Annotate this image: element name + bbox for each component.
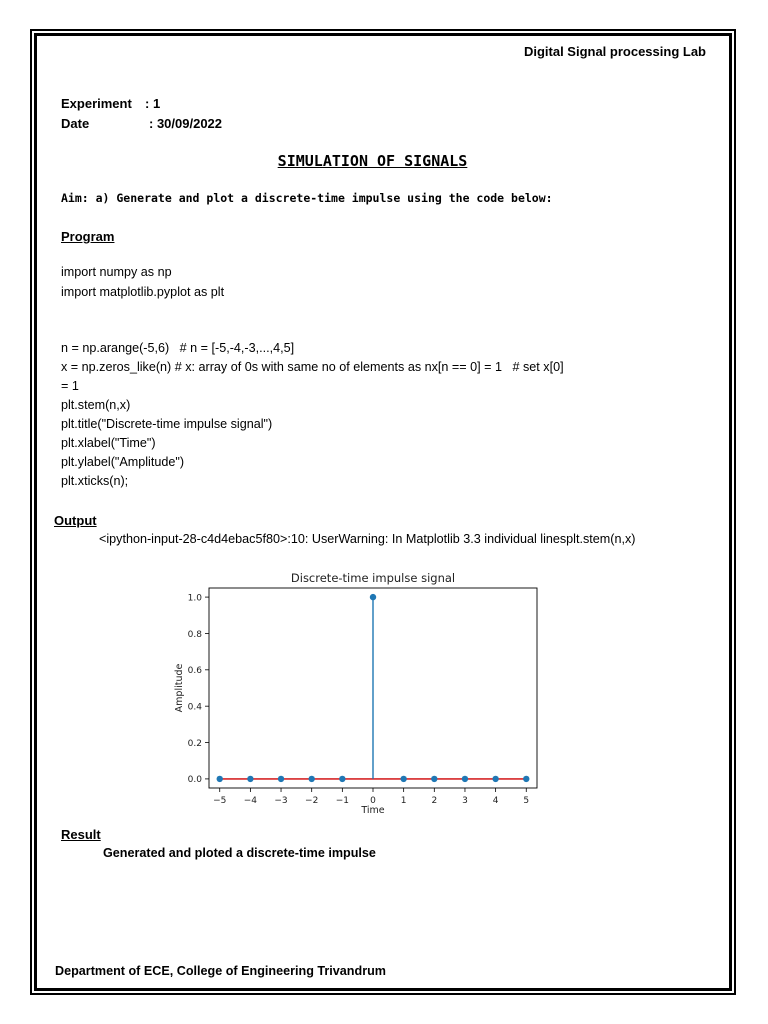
x-axis-label: Time xyxy=(361,805,385,816)
y-tick-label: 0.0 xyxy=(187,775,202,786)
code-line: = 1 xyxy=(61,379,79,393)
x-tick-label: 4 xyxy=(492,796,499,806)
code-line: import numpy as np xyxy=(61,265,172,279)
y-tick-label: 0.4 xyxy=(187,702,202,713)
stem-marker xyxy=(217,776,223,782)
x-tick-label: 2 xyxy=(431,796,438,806)
program-heading: Program xyxy=(61,229,115,244)
x-tick-label: −2 xyxy=(305,796,319,806)
x-tick-label: 5 xyxy=(523,796,530,806)
result-text: Generated and ploted a discrete-time impulse xyxy=(103,846,376,860)
stem-marker xyxy=(308,776,314,782)
aim-text: Aim: a) Generate and plot a discrete-time impulse using the code below: xyxy=(61,191,553,205)
lab-title: Digital Signal processing Lab xyxy=(523,44,706,59)
code-line: plt.ylabel("Amplitude") xyxy=(61,455,185,469)
stem-marker xyxy=(462,776,468,782)
page-title: SIMULATION OF SIGNALS xyxy=(277,152,468,170)
code-line: import matplotlib.pyplot as plt xyxy=(61,285,225,299)
y-tick-label: 1.0 xyxy=(187,593,202,604)
result-heading: Result xyxy=(61,827,101,842)
date-label: Date xyxy=(61,116,90,131)
x-tick-label: 1 xyxy=(400,796,407,806)
experiment-label: Experiment xyxy=(61,96,132,111)
x-tick-label: −5 xyxy=(213,796,227,806)
experiment-value: : 1 xyxy=(145,96,161,111)
x-tick-label: 0 xyxy=(370,796,376,806)
warning-text: <ipython-input-28-c4d4ebac5f80>:10: UserWarning: In Matplotlib 3.3 individual linesplt.stem(n,x) xyxy=(99,532,636,546)
stem-marker xyxy=(370,594,376,600)
stem-marker xyxy=(247,776,253,782)
y-tick-label: 0.6 xyxy=(187,666,202,677)
chart-background xyxy=(168,566,544,822)
code-line: plt.stem(n,x) xyxy=(61,398,131,412)
y-axis-label: Amplitude xyxy=(174,663,185,713)
stem-marker xyxy=(278,776,284,782)
code-line: plt.title("Discrete-time impulse signal") xyxy=(61,417,273,431)
impulse-chart xyxy=(168,566,544,822)
stem-marker xyxy=(431,776,437,782)
y-tick-label: 0.8 xyxy=(187,629,202,640)
y-tick-label: 0.2 xyxy=(187,738,202,749)
date-value: : 30/09/2022 xyxy=(149,116,223,131)
chart-title: Discrete-time impulse signal xyxy=(290,571,456,585)
stem-marker xyxy=(400,776,406,782)
x-tick-label: −3 xyxy=(274,796,288,806)
x-tick-label: −1 xyxy=(335,796,349,806)
x-tick-label: 3 xyxy=(462,796,468,806)
code-line: plt.xlabel("Time") xyxy=(61,436,156,450)
code-line: n = np.arange(-5,6) # n = [-5,-4,-3,...,4,5] xyxy=(61,341,295,355)
output-heading: Output xyxy=(54,513,97,528)
x-tick-label: −4 xyxy=(243,796,258,806)
footer-department: Department of ECE, College of Engineering Trivandrum xyxy=(55,964,386,978)
code-line: plt.xticks(n); xyxy=(61,474,129,488)
code-line: x = np.zeros_like(n) # x: array of 0s with same no of elements as nx[n == 0] = 1 # set x[0] xyxy=(61,360,564,374)
stem-marker xyxy=(523,776,529,782)
stem-marker xyxy=(492,776,498,782)
stem-marker xyxy=(339,776,345,782)
